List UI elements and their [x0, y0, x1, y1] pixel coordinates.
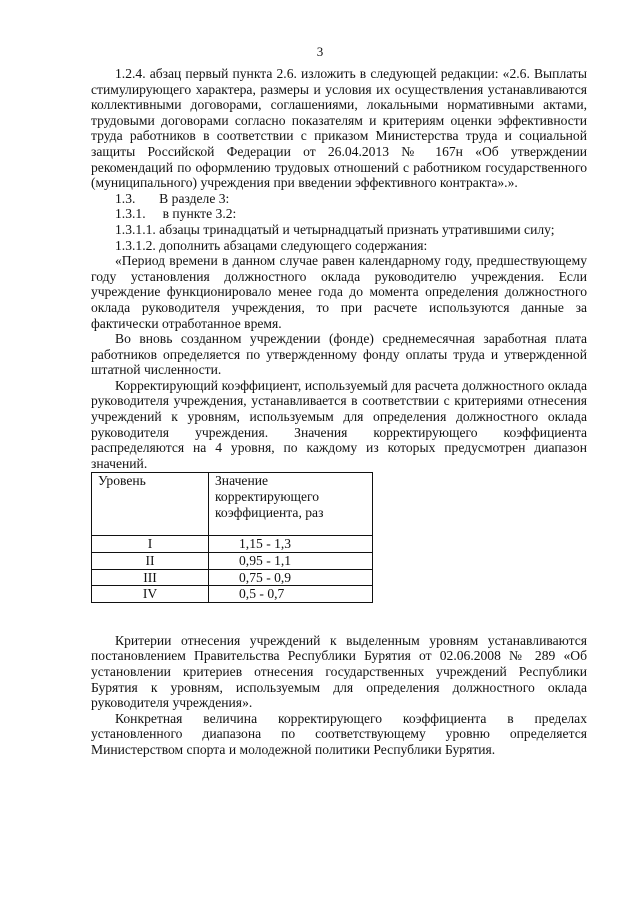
- paragraph-1-3-1-1: 1.3.1.1. абзацы тринадцатый и четырнадцатый признать утратившими силу;: [115, 221, 555, 237]
- coefficient-table: [91, 472, 373, 602]
- table-header-level: Уровень: [92, 473, 209, 536]
- paragraph-1-2-4: 1.2.4. абзац первый пункта 2.6. изложить в следующей редакции: «2.6. Выплаты стимулирующего характера, размеры и условия их осуществления устанавливаются коллективными договорами, соглашениями, локальными нормативными актами, трудовыми договорами согласно показателям и критериям оценки эффективности труда работников в соответствии с приказом Министерства труда и социальной защиты Российской Федерации от 26.04.2013 № 167н «Об утверждении рекомендаций по оформлению трудовых отношений с работником государственного (муниципального) учреждения при введении эффективного контракта».».: [91, 66, 587, 191]
- paragraph-correction-coefficient: Корректирующий коэффициент, используемый для расчета должностного оклада руководителя учреждения, устанавливается в соответствии с критериями отнесения учреждений к уровням, используемым для определения должностного оклада руководителя учреждения. Значения корректирующего коэффициента распределяются на 4 уровня, по каждому из которых предусмотрен диапазон значений.: [91, 377, 587, 471]
- paragraph-specific-value: Конкретная величина корректирующего коэффициента в пределах установленного диапазона по соответствующему уровню определяется Министерством спорта и молодежной политики Республики Бурятия.: [91, 710, 587, 757]
- table-cell-value: 1,15 - 1,3: [209, 536, 373, 553]
- table-row: [92, 569, 373, 586]
- paragraph-period: «Период времени в данном случае равен календарному году, предшествующему году установления должностного оклада руководителю учреждения. Если учреждение функционировало менее года до момента определения должностного оклада руководителя учреждения, то при расчете используются данные за фактически отработанное время.: [91, 253, 587, 331]
- table-header-value: Значение корректирующего коэффициента, раз: [209, 473, 373, 536]
- paragraph-1-3-1: 1.3.1. в пункте 3.2:: [115, 206, 237, 222]
- paragraph-1-3: 1.3. В разделе 3:: [115, 190, 230, 206]
- document-body: [91, 66, 587, 758]
- table-cell-value: 0,95 - 1,1: [209, 553, 373, 570]
- table-row: [92, 553, 373, 570]
- paragraph-new-institution: Во вновь созданном учреждении (фонде) среднемесячная заработная плата работников определяется по утвержденному фонду оплаты труда и утвержденной штатной численности.: [91, 331, 587, 378]
- table-cell-level: I: [92, 536, 209, 553]
- paragraph-criteria: Критерии отнесения учреждений к выделенным уровням устанавливаются постановлением Правительства Республики Бурятия от 02.06.2008 № 289 «Об установлении критериев отнесения государственных учреждений Республики Бурятия к уровням, используемым для определения должностного оклада руководителя учреждения».: [91, 632, 587, 711]
- table-cell-level: IV: [92, 586, 209, 603]
- table-cell-value: 0,5 - 0,7: [209, 586, 373, 603]
- table-header-row: [92, 473, 373, 536]
- table-row: [92, 586, 373, 603]
- table-cell-value: 0,75 - 0,9: [209, 569, 373, 586]
- paragraph-1-3-1-2: 1.3.1.2. дополнить абзацами следующего содержания:: [115, 237, 428, 253]
- table-cell-level: III: [92, 569, 209, 586]
- table-row: [92, 536, 373, 553]
- page-number: 3: [316, 44, 324, 59]
- table-cell-level: II: [92, 553, 209, 570]
